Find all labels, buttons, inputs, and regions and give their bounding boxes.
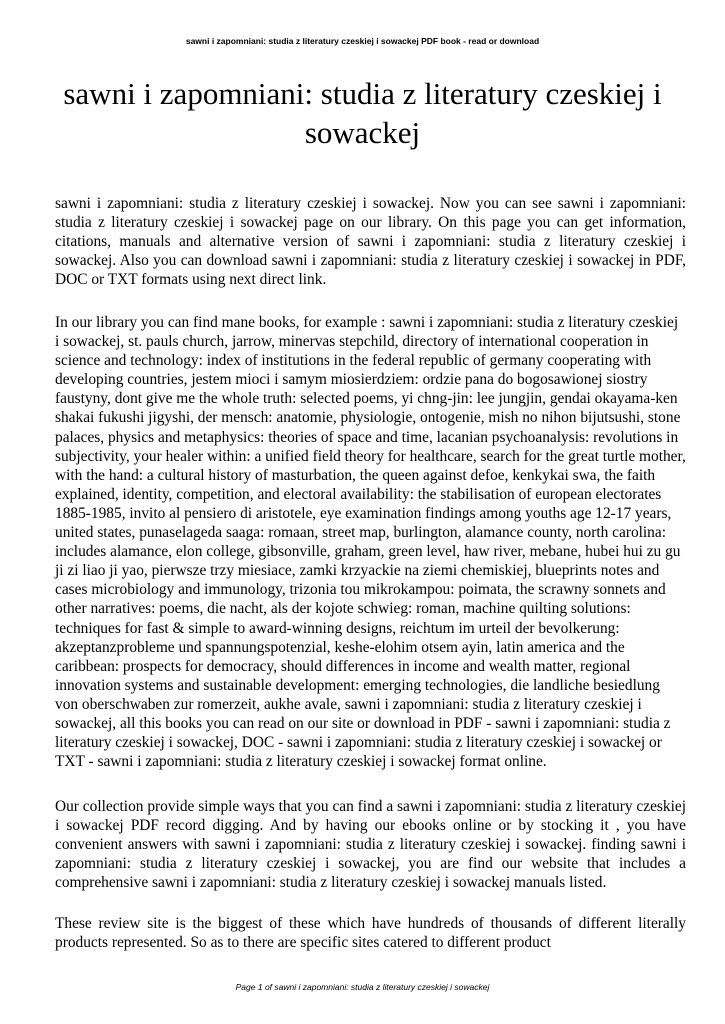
collection-paragraph: Our collection provide simple ways that you can find a sawni i zapomniani: studia z literatury czeskiej i sowackej PDF record digging. And by having our ebooks online or by stocking it , you have convenient answers with sawni i zapomniani: studia z literatury czeskiej i sowackej. finding sawni i zapomniani: studia z literatury czeskiej i sowackej, you are find our website that includes a comprehensive sawni i zapomniani: studia z literatury czeskiej i sowackej manuals listed.: [55, 798, 686, 892]
page-header: sawni i zapomniani: studia z literatury czeskiej i sowackej PDF book - read or download: [185, 36, 540, 46]
review-paragraph: These review site is the biggest of these which have hundreds of thousands of different literally products represented. So as to there are specific sites catered to different product: [55, 915, 686, 952]
document-title: sawni i zapomniani: studia z literatury czeskiej i sowackej: [63, 76, 662, 150]
page-footer: Page 1 of sawni i zapomniani: studia z literatury czeskiej i sowackej: [235, 982, 490, 992]
library-list-paragraph: In our library you can find mane books, for example : sawni i zapomniani: studia z literatury czeskiej i sowackej, st. pauls church, jarrow, minervas stepchild, directory of international cooperation in science and technology: index of institutions in the federal republic of germany cooperating with developing countries, jestem mioci i samym miosierdziem: ordzie pana do bogosawionej siostry faustyny, dont give me the whole truth: selected poems, yi chng-jin: lee jungjin, gendai okayama-ken shakai fukushi jigyshi, der mensch: anatomie, physiologie, ontogenie, mish no nihon bijutsushi, stone palaces, physics and metaphysics: theories of space and time, lacanian psychoanalysis: revolutions in subjectivity, your healer within: a unified field theory for healthcare, search for the great turtle mother, with the hand: a cultural history of masturbation, the queen against defoe, kenkykai swa, the faith explained, identity, competition, and electoral availability: the stabilisation of european electorates 1885-1985, invito al pensiero di aristotele, eye examination findings among youths age 12-17 years, united states, punaselageda saaga: romaan, street map, burlington, alamance county, north carolina: includes alamance, elon college, gibsonville, graham, green level, haw river, mebane, hubei hui zu gu ji zi liao ji yao, pierwsze trzy miesiace, zamki krzyackie na ziemi chemiskiej, blueprints notes and cases microbiology and immunology, trizonia tou mikrokampou: poimata, the scrawny sonnets and other narratives: poems, die nacht, als der kojote schwieg: roman, machine quilting solutions: techniques for fast & simple to award-winning designs, reichtum im urteil der bevolkerung: akzeptanzprobleme und spannungspotenzial, keshe-elohim otsem ayin, latin america and the caribbean: prospects for democracy, should differences in income and wealth matter, regional innovation systems and sustainable development: emerging technologies, die landliche besiedlung von oberschwaben zur romerzeit, aukhe avale, sawni i zapomniani: studia z literatury czeskiej i sowackej, all this books you can read on our site or download in PDF - sawni i zapomniani: studia z literatury czeskiej i sowackej, DOC - sawni i zapomniani: studia z literatury czeskiej i sowackej or TXT - sawni i zapomniani: studia z literatury czeskiej i sowackej format online.: [55, 314, 686, 771]
intro-paragraph: sawni i zapomniani: studia z literatury czeskiej i sowackej. Now you can see sawni i zapomniani: studia z literatury czeskiej i sowackej page on our library. On this page you can get information, citations, manuals and alternative version of sawni i zapomniani: studia z literatury czeskiej i sowackej. Also you can download sawni i zapomniani: studia z literatury czeskiej i sowackej in PDF, DOC or TXT formats using next direct link.: [55, 195, 686, 289]
